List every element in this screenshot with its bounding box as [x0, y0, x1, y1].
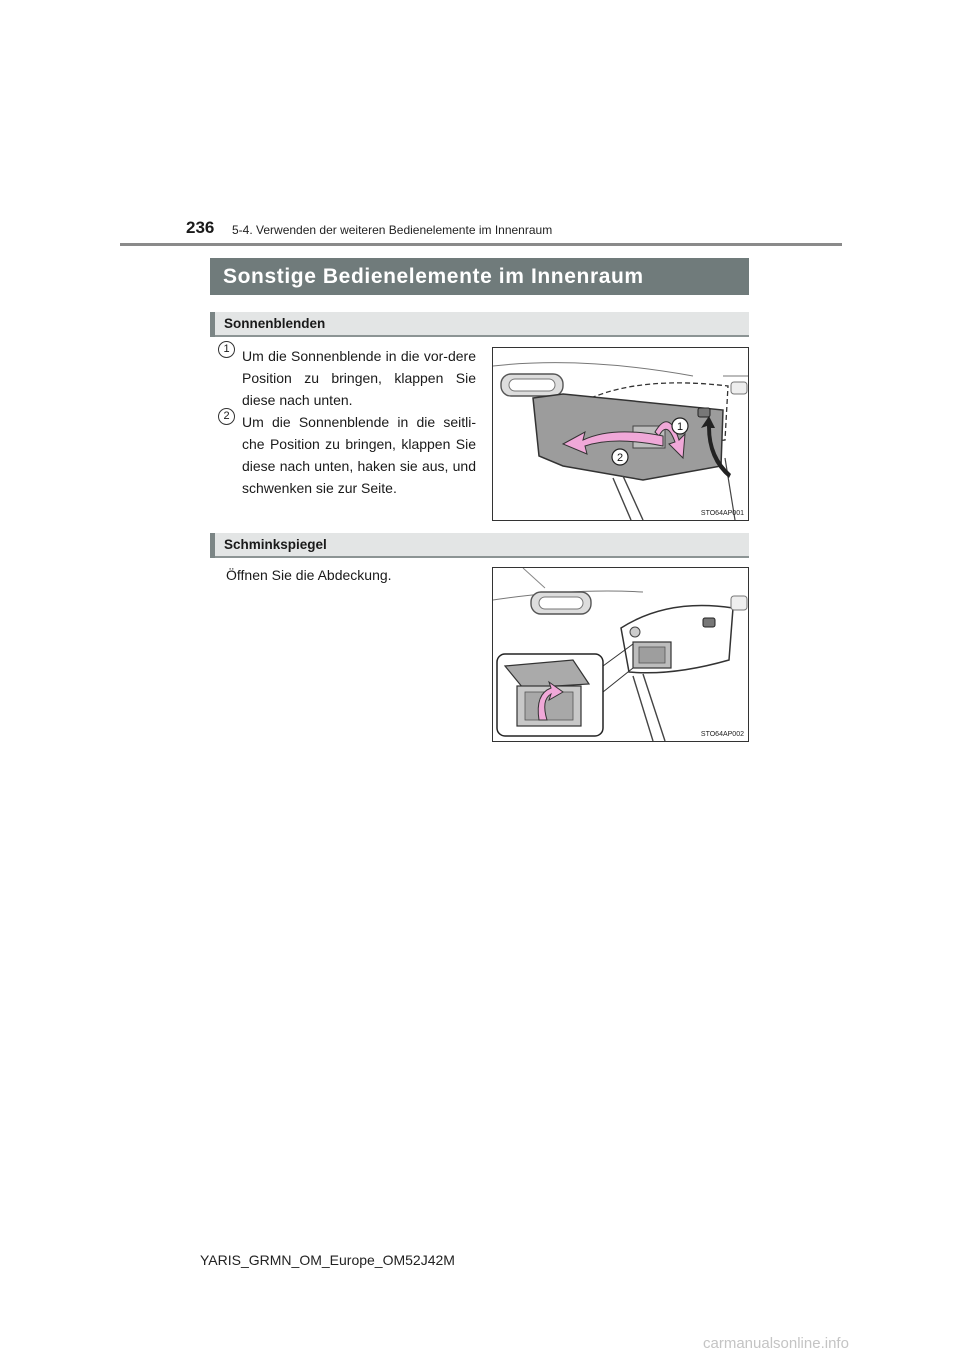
- subheading-vanity-mirror: Schminkspiegel: [210, 533, 749, 558]
- step-number-1: 1: [218, 341, 235, 358]
- vanity-mirror-instruction: Öffnen Sie die Abdeckung.: [226, 567, 392, 583]
- subheading-sun-visors: Sonnenblenden: [210, 312, 749, 337]
- vanity-mirror-illustration: [492, 567, 749, 742]
- vanity-mirror-drawing: [493, 568, 748, 741]
- document-id: YARIS_GRMN_OM_Europe_OM52J42M: [200, 1252, 455, 1268]
- figure-code: STO64AP001: [700, 510, 744, 517]
- callout-2: 2: [616, 452, 624, 464]
- figure-code: STO64AP002: [700, 731, 744, 738]
- header-rule: [120, 243, 842, 246]
- chapter-title: 5-4. Verwenden der weiteren Bedienelemente im Innenraum: [232, 223, 553, 237]
- page-number: 236: [186, 218, 215, 237]
- step-2-text: Um die Sonnenblende in die seitli-che Position zu bringen, klappen Sie diese nach unten, haken sie aus, und schwenken sie zur Seite.: [242, 414, 476, 496]
- step-number-2: 2: [218, 408, 235, 425]
- callout-1: 1: [676, 421, 684, 433]
- section-title: Sonstige Bedienelemente im Innenraum: [210, 258, 749, 295]
- watermark: carmanualsonline.info: [703, 1335, 849, 1352]
- sun-visor-drawing: [493, 348, 748, 520]
- sun-visor-illustration: [492, 347, 749, 521]
- step-1-text: Um die Sonnenblende in die vor-dere Position zu bringen, klappen Sie diese nach unten.: [242, 348, 476, 408]
